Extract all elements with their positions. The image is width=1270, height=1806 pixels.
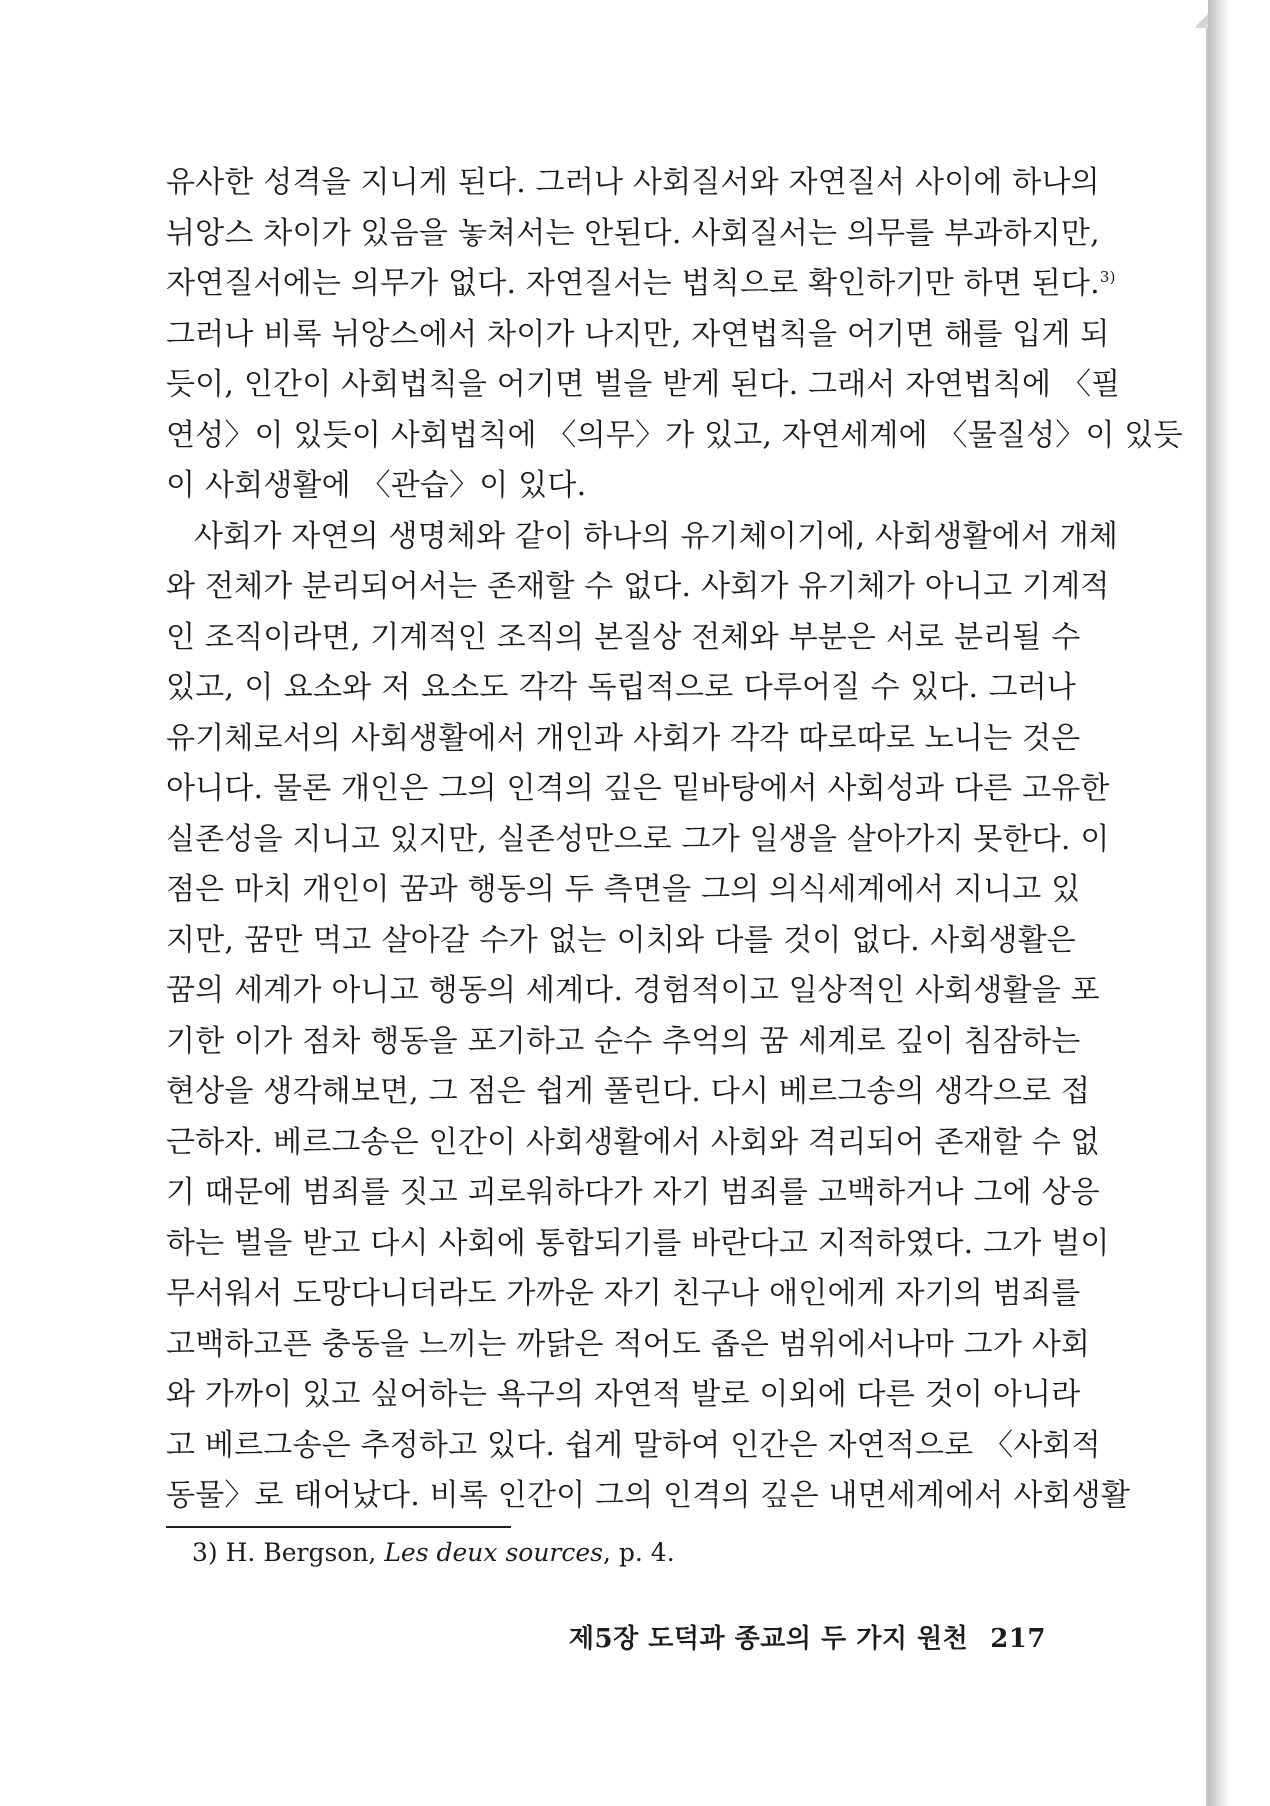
footnote-number: 3) [192,1538,218,1567]
text-line: 현상을 생각해보면, 그 점은 쉽게 풀린다. 다시 베르그송의 생각으로 접 [166,1074,1091,1109]
text-line: 아니다. 물론 개인은 그의 인격의 깊은 밑바탕에서 사회성과 다른 고유한 [166,771,1110,806]
text-line: 와 전체가 분리되어서는 존재할 수 없다. 사회가 유기체가 아니고 기계적 [166,569,1110,604]
text-line: 이 사회생활에 〈관습〉이 있다. [166,468,587,503]
text-line: 고백하고픈 충동을 느끼는 까닭은 적어도 좁은 범위에서나마 그가 사회 [166,1326,1091,1362]
text-line: 기 때문에 범죄를 짓고 괴로워하다가 자기 범죄를 고백하거나 그에 상응 [166,1175,1100,1210]
chapter-title: 제5장 도덕과 종교의 두 가지 원천 [568,1624,969,1654]
text-line: 인 조직이라면, 기계적인 조직의 본질상 전체와 부분은 서로 분리될 수 [166,619,1081,655]
text-line: 연성〉이 있듯이 사회법칙에 〈의무〉가 있고, 자연세계에 〈물질성〉이 있듯 [166,417,1183,453]
line-text: 자연질서에는 의무가 없다. 자연질서는 법칙으로 확인하기만 하면 된다. [166,266,1100,301]
footnote-title: Les deux sources [384,1538,604,1567]
text-line: 뉘앙스 차이가 있음을 놓쳐서는 안된다. 사회질서는 의무를 부과하지만, [166,215,1100,251]
text-line: 하는 벌을 받고 다시 사회에 통합되기를 바란다고 지적하였다. 그가 벌이 [166,1225,1110,1261]
text-line: 듯이, 인간이 사회법칙을 어기면 벌을 받게 된다. 그래서 자연법칙에 〈필 [166,367,1121,402]
footnote-author: H. Bergson, [225,1538,377,1567]
text-line: 지만, 꿈만 먹고 살아갈 수가 없는 이치와 다를 것이 없다. 사회생활은 [166,922,1076,958]
text-line [166,259,1116,310]
text-line: 기한 이가 점차 행동을 포기하고 순수 추억의 꿈 세계로 깊이 침잠하는 [166,1023,1081,1059]
text-line: 사회가 자연의 생명체와 같이 하나의 유기체이기에, 사회생활에서 개체 [194,518,1119,554]
page-number: 217 [990,1624,1046,1654]
footnote-page: , p. 4. [603,1538,675,1567]
text-line: 점은 마치 개인이 꿈과 행동의 두 측면을 그의 의식세계에서 지니고 있 [166,872,1081,907]
text-line: 유기체로서의 사회생활에서 개인과 사회가 각각 따로따로 노니는 것은 [166,720,1081,756]
text-line: 유사한 성격을 지니게 된다. 그러나 사회질서와 자연질서 사이에 하나의 [166,165,1100,200]
text-line: 동물〉로 태어났다. 비록 인간이 그의 인격의 깊은 내면세계에서 사회생활 [166,1478,1131,1513]
text-line: 있고, 이 요소와 저 요소도 각각 독립적으로 다루어질 수 있다. 그러나 [166,670,1076,705]
footnote-divider [166,1526,511,1528]
text-line: 와 가까이 있고 싶어하는 욕구의 자연적 발로 이외에 다른 것이 아니라 [166,1377,1081,1412]
text-line: 고 베르그송은 추정하고 있다. 쉽게 말하여 인간은 자연적으로 〈사회적 [166,1427,1101,1463]
footnote-reference[interactable]: 3) [1099,268,1116,286]
text-line: 꿈의 세계가 아니고 행동의 세계다. 경험적이고 일상적인 사회생활을 포 [166,973,1100,1008]
text-line: 실존성을 지니고 있지만, 실존성만으로 그가 일생을 살아가지 못한다. 이 [166,821,1110,857]
page-edge-shadow [1208,0,1230,1806]
body-text [166,158,1183,1522]
text-line: 무서워서 도망다니더라도 가까운 자기 친구나 애인에게 자기의 범죄를 [166,1276,1081,1311]
running-footer [569,1618,1046,1655]
text-line: 그러나 비록 뉘앙스에서 차이가 나지만, 자연법칙을 어기면 해를 입게 되 [166,316,1110,352]
text-line: 근하자. 베르그송은 인간이 사회생활에서 사회와 격리되어 존재할 수 없 [166,1124,1100,1160]
footnote [192,1536,675,1570]
